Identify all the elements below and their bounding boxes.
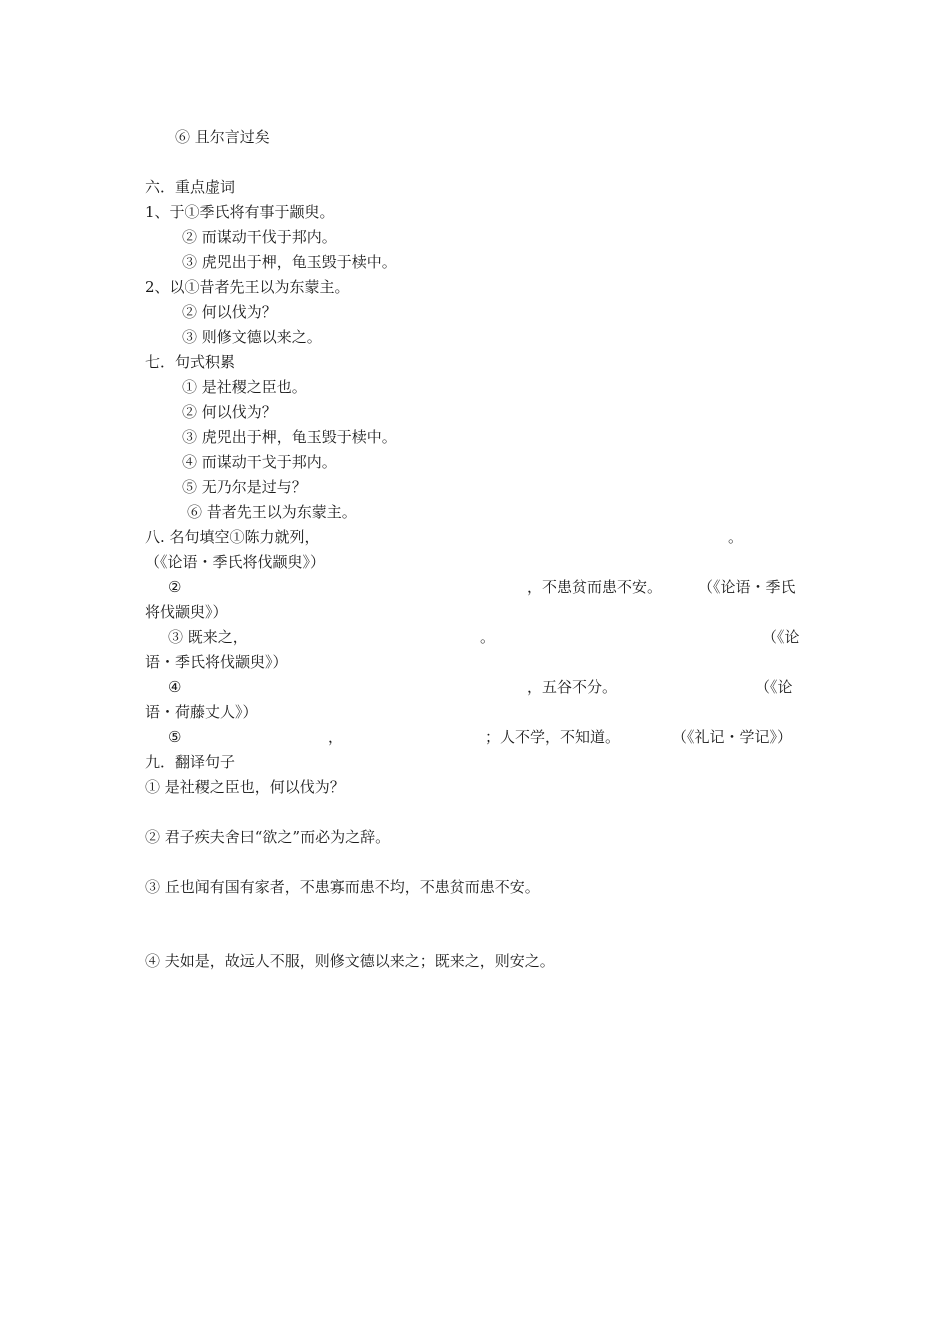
q4-source-a: （《论 bbox=[755, 678, 793, 696]
section7-item: ② 何以伐为？ bbox=[182, 403, 277, 421]
top-item: ⑥ 且尔言过矣 bbox=[175, 128, 270, 146]
q2-number: ② bbox=[168, 578, 182, 596]
section7-item: ③ 虎兕出于柙，龟玉毁于椟中。 bbox=[182, 428, 397, 446]
section9-item: ② 君子疾夫舍曰“欲之”而必为之辞。 bbox=[145, 828, 391, 846]
section7-heading: 七．句式积累 bbox=[145, 353, 236, 371]
section9-item: ① 是社稷之臣也，何以伐为？ bbox=[145, 778, 345, 796]
q5-comma: ， bbox=[328, 728, 344, 746]
q2-text: ，不患贫而患不安。 bbox=[527, 578, 663, 596]
q3-end: 。 bbox=[480, 628, 496, 646]
q3-source-a: （《论 bbox=[762, 628, 800, 646]
q1-end: 。 bbox=[728, 528, 744, 546]
section7-item: ⑤ 无乃尔是过与？ bbox=[182, 478, 307, 496]
q1-source: （《论语・季氏将伐颛臾》） bbox=[145, 553, 326, 571]
section7-item: ① 是社稷之臣也。 bbox=[182, 378, 307, 396]
q3-start: ③ 既来之， bbox=[168, 628, 248, 646]
section7-item: ⑥ 昔者先王以为东蒙主。 bbox=[187, 503, 357, 521]
q2-source-a: （《论语・季氏 bbox=[698, 578, 796, 596]
section9-item: ③ 丘也闻有国有家者，不患寡而患不均，不患贫而患不安。 bbox=[145, 878, 540, 896]
q2-source-b: 将伐颛臾》） bbox=[145, 603, 228, 621]
q5-source: （《礼记・学记》） bbox=[672, 728, 793, 746]
q4-source-b: 语・荷藤丈人》） bbox=[145, 703, 258, 721]
section6-heading: 六．重点虚词 bbox=[145, 178, 236, 196]
section8-heading: 八. 名句填空①陈力就列， bbox=[145, 528, 320, 546]
section6-yu-label: 1、于①季氏将有事于颛臾。 bbox=[145, 203, 335, 221]
section6-yi-label: 2、以①昔者先王以为东蒙主。 bbox=[145, 278, 350, 296]
section6-yu-3: ③ 虎兕出于柙，龟玉毁于椟中。 bbox=[182, 253, 397, 271]
section9-item: ④ 夫如是，故远人不服，则修文德以来之；既来之，则安之。 bbox=[145, 952, 555, 970]
q4-text: ，五谷不分。 bbox=[527, 678, 618, 696]
q4-number: ④ bbox=[168, 678, 182, 696]
q3-source-b: 语・季氏将伐颛臾》） bbox=[145, 653, 288, 671]
section6-yu-2: ② 而谋动干伐于邦内。 bbox=[182, 228, 337, 246]
q5-text: ；人不学，不知道。 bbox=[485, 728, 621, 746]
section7-item: ④ 而谋动干戈于邦内。 bbox=[182, 453, 337, 471]
section6-yi-2: ② 何以伐为？ bbox=[182, 303, 277, 321]
section9-heading: 九．翻译句子 bbox=[145, 753, 236, 771]
section6-yi-3: ③ 则修文德以来之。 bbox=[182, 328, 322, 346]
q5-number: ⑤ bbox=[168, 728, 182, 746]
